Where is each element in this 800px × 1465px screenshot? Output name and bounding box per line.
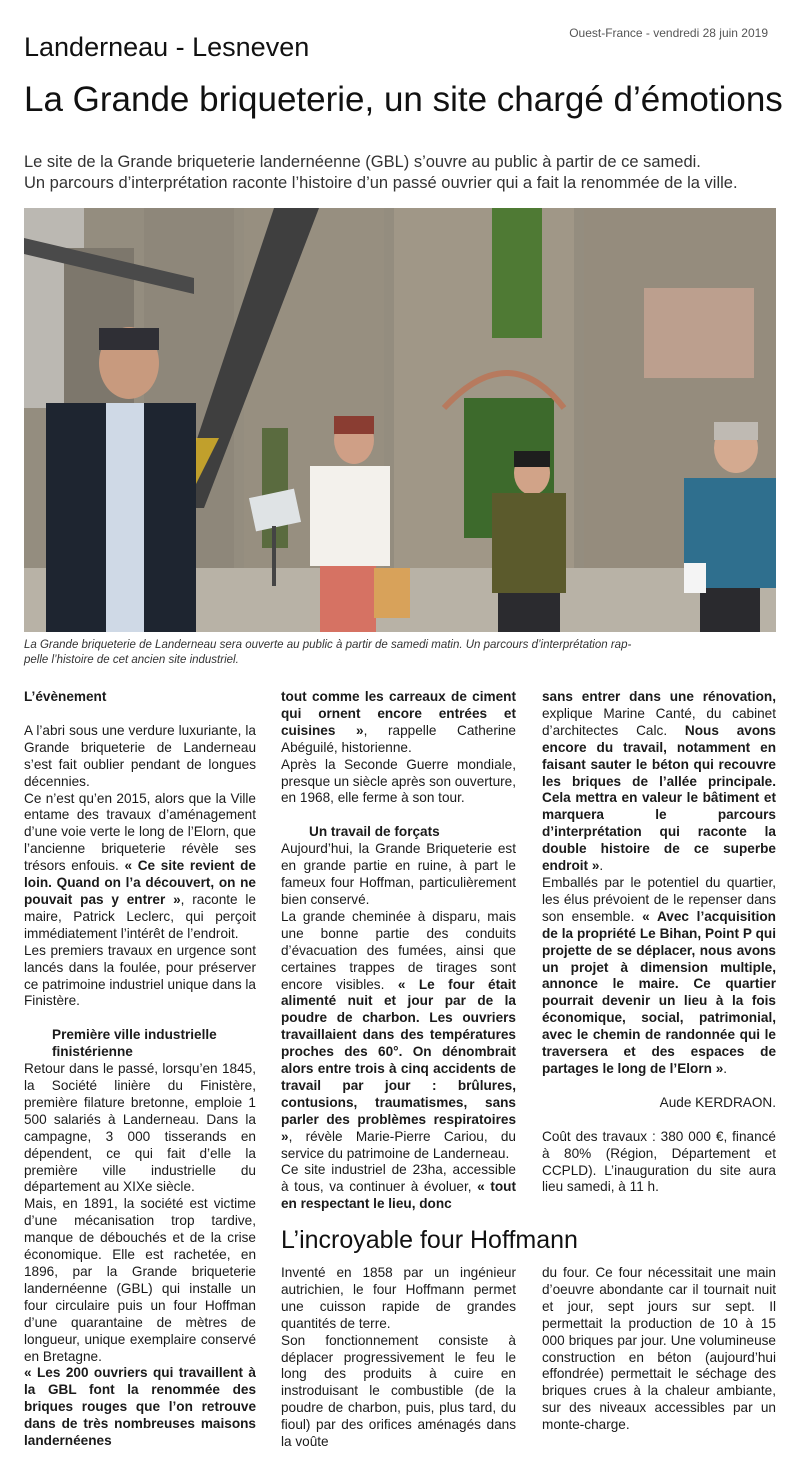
paragraph-11 — [281, 1162, 516, 1213]
subheading-evenement: L’évènement — [24, 689, 107, 704]
section-title: Landerneau - Lesneven — [24, 32, 310, 62]
subheading-premiere-ville — [24, 1027, 256, 1061]
author-signature: Aude KERDRAON. — [659, 1094, 776, 1110]
paragraph-12 — [542, 689, 776, 875]
paragraph-6 — [24, 1365, 256, 1450]
paragraph-12-quote: Nous avons encore du travail, notamment en faisant sauter le béton qui recouvre les briques de l’allée principale. Cela mettra en valeur le bâtiment et marquera le parcours d’interprétation qui raconte la double histoire de ce superbe endroit » — [542, 722, 776, 874]
paragraph-13 — [542, 875, 776, 1078]
paragraph-13-quote: « Avec l’acquisition de la propriété Le Bihan, Point P qui projette de se déplacer, nous avons un projet à dimension multiple, annonce le maire. Ce quartier pourrait devenir un lieu à la fois économique, social, patrimonial, avec le chemin de randonnée qui le traversera et des espaces de partages le long de l’Elorn » — [542, 908, 776, 1076]
paragraph-4: Retour dans le passé, lorsqu’en 1845, la Société linière du Finistère, première filature bretonne, emploie 1 500 salariés à Landerneau. Dans la campagne, 3 000 tisserands en dépendent, ce qui fait d’elle la première ville industrielle du département au XIXe siècle. — [24, 1061, 256, 1195]
sidebar-column-2 — [542, 1265, 776, 1434]
paragraph-10-end: , révèle Marie-Pierre Cariou, du service du patrimoine de Landerneau. — [281, 1128, 516, 1161]
sidebar-title: L’incroyable four Hoffmann — [281, 1226, 578, 1254]
paragraph-12-text: explique Marine Canté, du cabinet d’architectes Calc. — [542, 705, 776, 738]
paragraph-2-end: , raconte le maire, Patrick Leclerc, qui perçoit immédiatement l’intérêt de l’endroit. — [24, 891, 256, 941]
sidebar-paragraph-2: Son fonctionnement consiste à déplacer progressivement le feu le long des produits à cuire en instroduisant le combustible (de la poudre de charbon, puis, plus tard, du fioul) par des orifices aménagés dans la voûte — [281, 1332, 516, 1450]
sidebar-column-1 — [281, 1265, 516, 1451]
paragraph-2-quote: « Ce site revient de loin. Quand on l’a découvert, on ne pouvait pas y entrer » — [24, 858, 256, 907]
paragraph-3: Les premiers travaux en urgence sont lancés dans la foulée, pour préserver ce patrimoine industriel unique dans la Finistère. — [24, 942, 256, 1009]
photo-illustration — [24, 208, 776, 632]
paragraph-8: Après la Seconde Guerre mondiale, presque un siècle après son ouverture, en 1968, elle ferme à son tour. — [281, 756, 517, 806]
subheading-forcats: Un travail de forçats — [309, 824, 440, 840]
article-column-1 — [24, 689, 256, 1450]
paragraph-10-quote: « Le four était alimenté nuit et jour par de la poudre de charbon. Les ouvriers travaillaient dans des températures proches des 60°. On dénombrait alors entre trois à cinq accidents de travail par jour : brûlures, contusions, traumatismes, sans parler des problèmes respiratoires » — [281, 976, 516, 1144]
paragraph-2-text: Ce n’est qu’en 2015, alors que la Ville entame des travaux d’aménagement d’une voie verte le long de l’Elorn, que l’ancienne briqueterie révèle ses trésors enfouis. — [24, 790, 256, 874]
paragraph-1: A l’abri sous une verdure luxuriante, la Grande briqueterie de Landerneau s’est fait oublier pendant de longues décennies. — [24, 722, 256, 789]
source-dateline: Ouest-France - vendredi 28 juin 2019 — [569, 26, 768, 40]
paragraph-6-quote: « Les 200 ouvriers qui travaillent à la GBL font la renommée des briques rouges que l’on retrouve dans de très nombreuses maisons landernéenes — [24, 1365, 256, 1449]
photo-caption — [24, 638, 684, 668]
paragraph-7-quote: tout comme les carreaux de ciment qui ornent encore entrées et cuisines » — [281, 689, 516, 738]
paragraph-5: Mais, en 1891, la société est victime d’une mécanisation trop tardive, manque de débouchés et de la crise économique. Elle est rachetée, en 1896, par la Grande briqueterie landernéenne (GBL) qui installe un four circulaire puis un four Hoffman d’une quarantaine de mètres de longueur, unique exemplaire conservé en Bretagne. — [24, 1196, 256, 1364]
paragraph-cost: Coût des travaux : 380 000 €, financé à 80% (Région, Département et CCPLD). L’inauguration du site aura lieu samedi, à 11 h. — [542, 1128, 776, 1195]
sidebar-paragraph-1: Inventé en 1858 par un ingénieur autrichien, le four Hoffmann permet une cuisson rapide de grandes quantités de terre. — [281, 1265, 516, 1331]
paragraph-13-text: Emballés par le potentiel du quartier, les élus prévoient de le repenser dans son ensemble. — [542, 874, 776, 924]
headline: La Grande briqueterie, un site chargé d’émotions — [24, 80, 783, 119]
subheading-premiere-ville-2: finistérienne — [52, 1044, 133, 1060]
caption-line-2: pelle l’histoire de cet ancien site industriel. — [24, 654, 239, 666]
article-column-3 — [542, 689, 776, 1196]
paragraph-2 — [24, 791, 256, 943]
paragraph-7-end: , rappelle Catherine Abéguilé, historienne. — [281, 722, 516, 755]
lead-line-1: Le site de la Grande briqueterie landernéenne (GBL) s’ouvre au public à partir de ce samedi. — [24, 153, 701, 171]
paragraph-11-text: Ce site industriel de 23ha, accessible à tous, va continuer à évoluer, — [281, 1162, 516, 1195]
lead-paragraph — [24, 152, 784, 194]
caption-line-1: La Grande briqueterie de Landerneau sera ouverte au public à partir de samedi matin. Un parcours d’interprétation rap- — [24, 639, 632, 651]
lead-line-2: Un parcours d’interprétation raconte l’histoire d’un passé ouvrier qui a fait la renommée de la ville. — [24, 174, 738, 192]
paragraph-13-end: . — [723, 1060, 728, 1076]
paragraph-11-quote: « tout en respectant le lieu, donc — [281, 1179, 516, 1212]
article-photo — [24, 208, 776, 632]
article-column-2 — [281, 689, 516, 1213]
subheading-premiere-ville-1: Première ville industrielle — [52, 1027, 217, 1043]
paragraph-12-end: . — [599, 858, 604, 874]
paragraph-7 — [281, 689, 516, 757]
paragraph-10-text: La grande cheminée à disparu, mais une bonne partie des conduits d’évacuation des fumées, ainsi que certaines trappes de tirages sont encore visibles. — [281, 908, 516, 992]
paragraph-9: Aujourd’hui, la Grande Briqueterie est en grande partie en ruine, à part le fameux four Hoffman, particulièrement bien conservé. — [281, 841, 516, 907]
paragraph-12-quote-start: sans entrer dans une rénovation, — [542, 689, 776, 704]
paragraph-10 — [281, 909, 516, 1163]
sidebar-paragraph-3: du four. Ce four nécessitait une main d’oeuvre abondante car il tournait nuit et jour, sept jours sur sept. Il permettait la production de 10 à 15 000 briques par jour. Une volumineuse construction en béton (aujourd’hui effondrée) permettait le séchage des briques crues à la chaleur ambiante, sur des niveaux accessibles par un monte-charge. — [542, 1265, 776, 1433]
